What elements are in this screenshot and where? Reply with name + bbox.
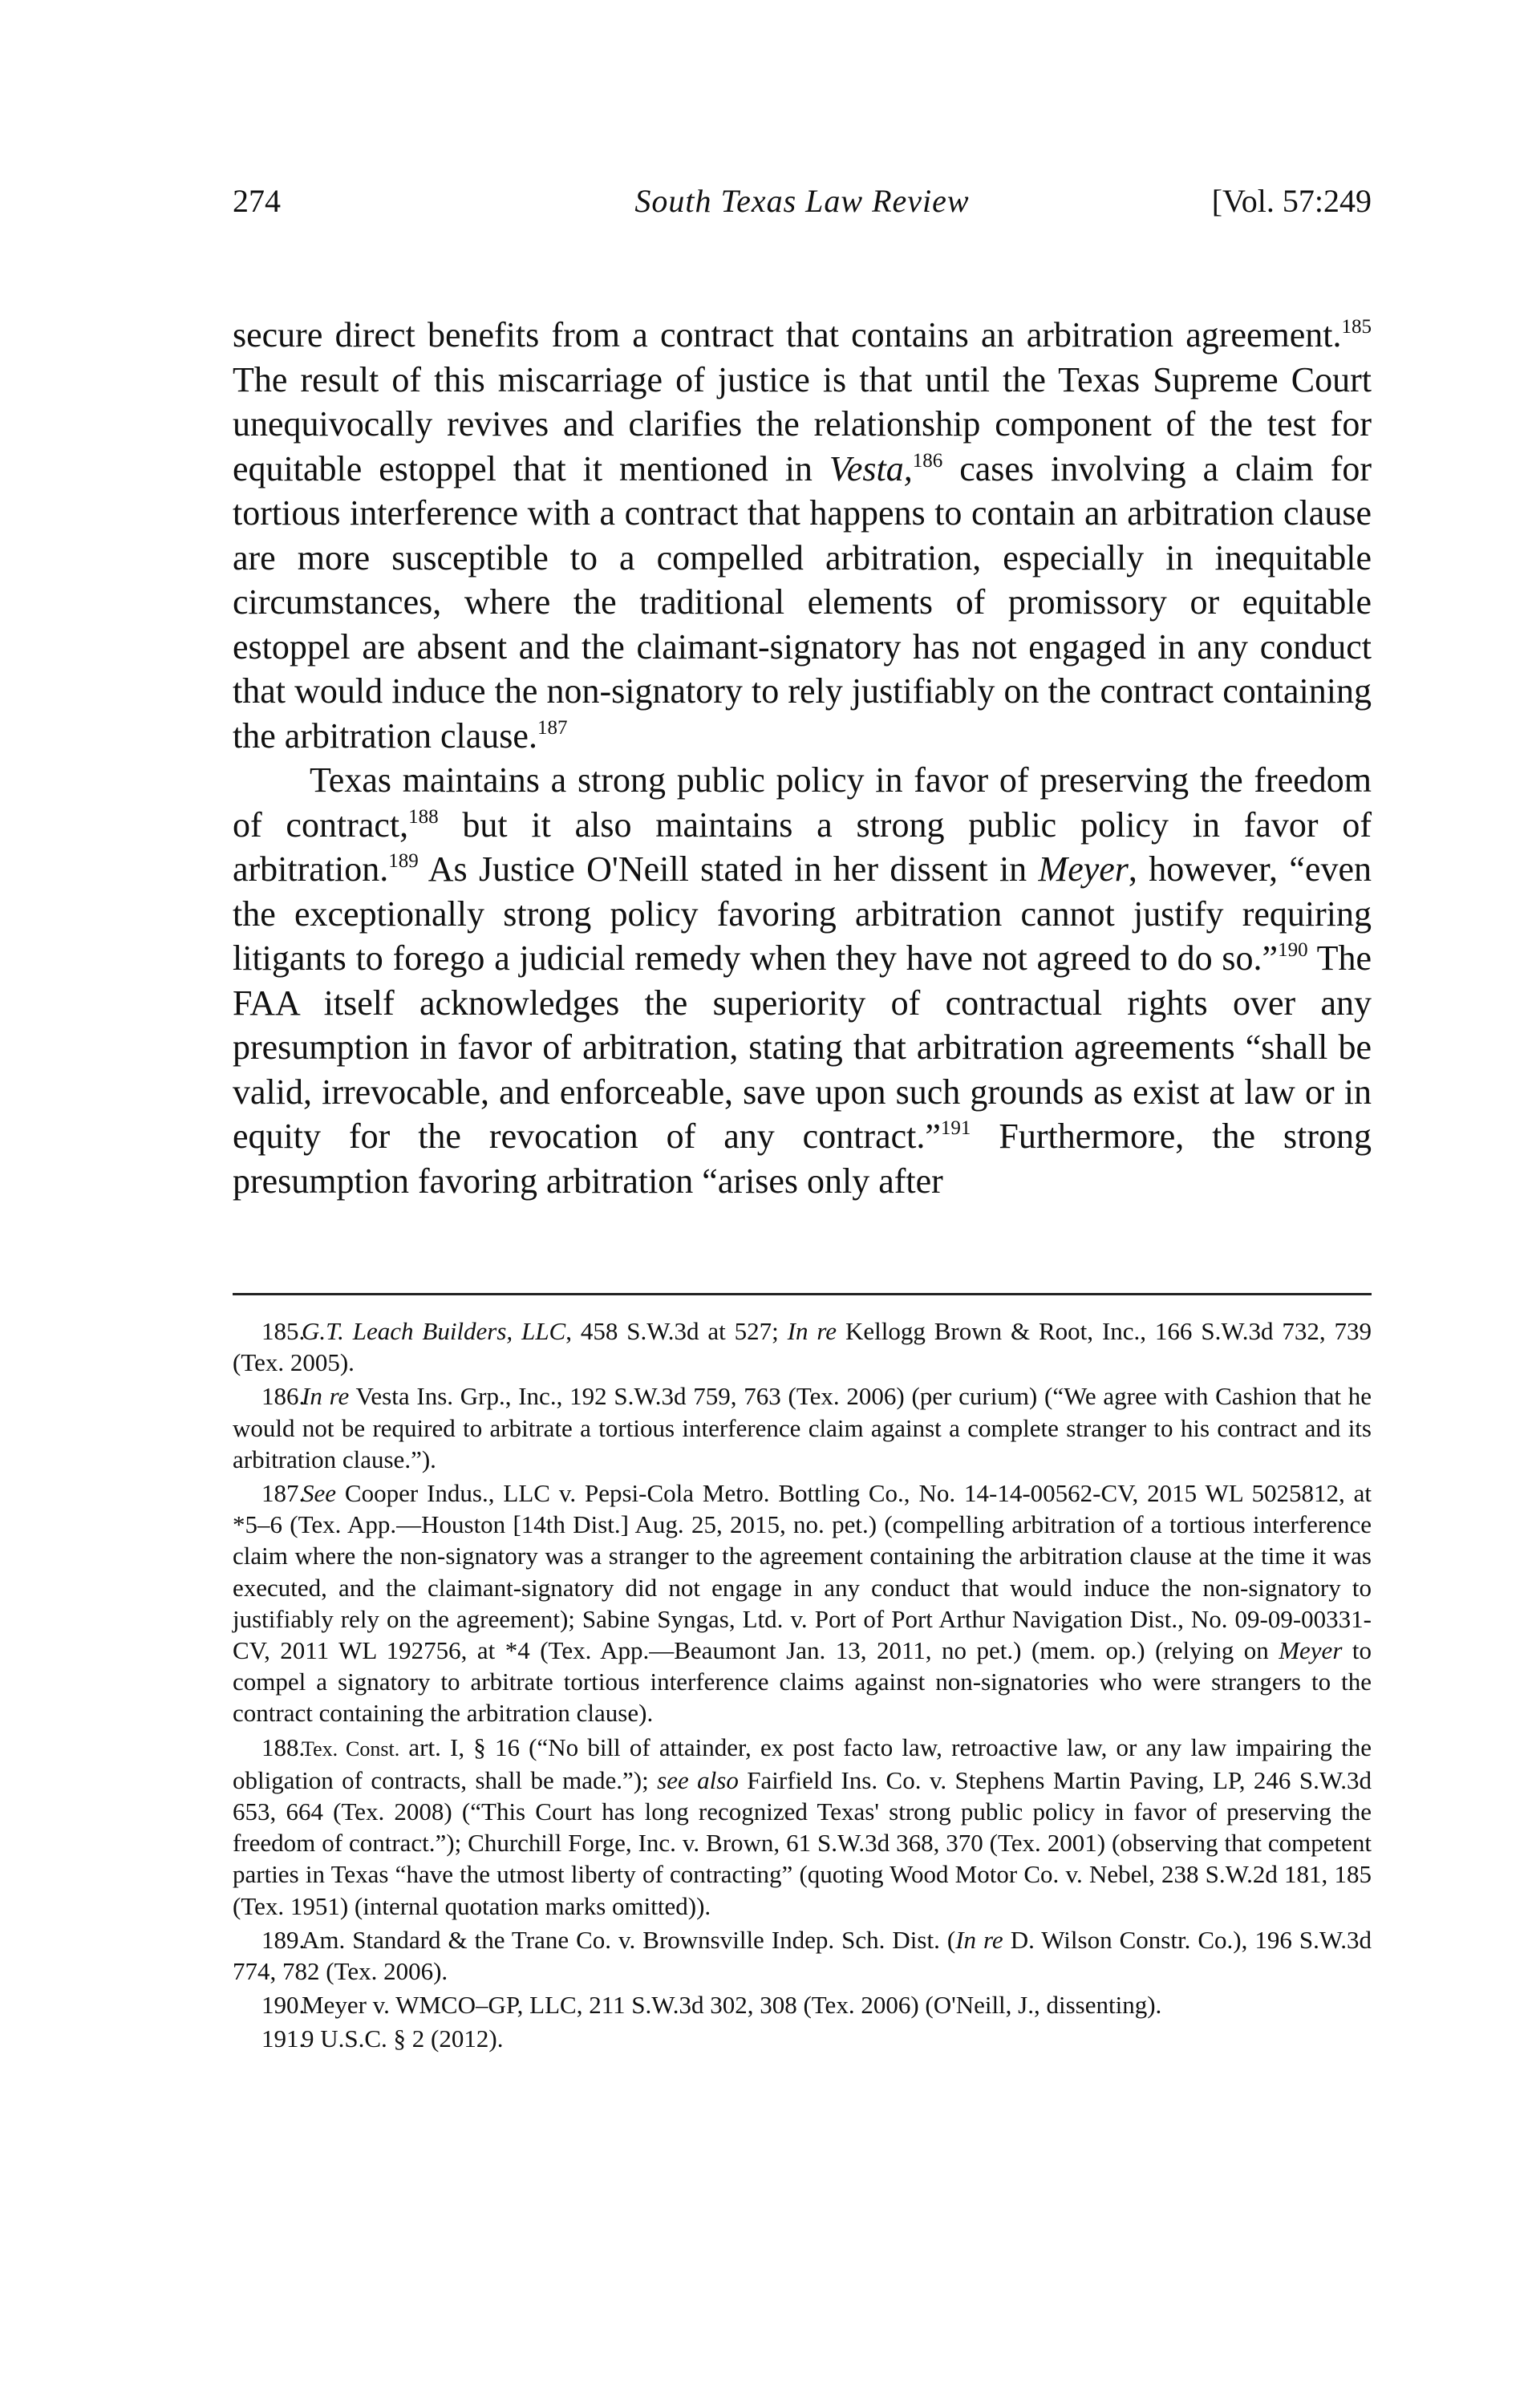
- footnote-number: 190.: [261, 1991, 306, 2020]
- footnote-190: 190.Meyer v. WMCO–GP, LLC, 211 S.W.3d 302, 308 (Tex. 2006) (O'Neill, J., dissenting).: [233, 1989, 1372, 2020]
- footnote-187: 187.See Cooper Indus., LLC v. Pepsi-Cola Metro. Bottling Co., No. 14-14-00562-CV, 2015 WL 5025812, at *5–6 (Tex. App.—Houston [14th Dist.] Aug. 25, 2015, no. pet.) (compelling arbitration of a tortious interference claim where the non-signatory was a stranger to the agreement containing the arbitration clause at the time it was executed, and the claimant-signatory did not engage in any conduct that would induce the non-signatory to justifiably rely on the agreement); Sabine Syngas, Ltd. v. Port of Port Arthur Navigation Dist., No. 09-09-00331-CV, 2011 WL 192756, at *4 (Tex. App.—Beaumont Jan. 13, 2011, no pet.) (mem. op.) (relying on Meyer to compel a signatory to arbitrate tortious interference claims against non-signatories who were strangers to the contract containing the arbitration clause).: [233, 1479, 1372, 1728]
- footnote-185: 185.G.T. Leach Builders, LLC, 458 S.W.3d at 527; In re Kellogg Brown & Root, Inc., 166 S.W.3d 732, 739 (Tex. 2005).: [233, 1317, 1372, 1377]
- footnote-number: 188.: [261, 1732, 306, 1761]
- footnotes-section: [233, 1315, 1372, 2057]
- footnote-ref-187[interactable]: 187: [537, 716, 568, 739]
- footnote-number: 191.: [261, 2024, 306, 2053]
- footnote-number: 189.: [261, 1925, 306, 1954]
- footnote-divider: [233, 1293, 1372, 1295]
- running-header: [233, 181, 1372, 221]
- footnote-ref-186[interactable]: 186: [912, 449, 943, 472]
- footnote-ref-188[interactable]: 188: [408, 805, 439, 828]
- footnote-ref-190[interactable]: 190: [1278, 939, 1308, 961]
- footnote-number: 187.: [261, 1479, 306, 1508]
- case-name-meyer: Meyer: [1038, 849, 1129, 889]
- journal-title: South Texas Law Review: [634, 183, 970, 219]
- paragraph-2: Texas maintains a strong public policy in favor of preserving the freedom of contract,$^{188}$ but it also maintains a strong public policy in favor of arbitration.$^{189}$ As Justice O'Neill stated in her dissent in Meyer, however, “even the exceptionally strong policy favoring arbitration cannot justify requiring litigants to forego a judicial remedy when they have not agreed to do so.”$^{190}$ The FAA itself acknowledges the superiority of contractual rights over any presumption in favor of arbitration, stating that arbitration agreements “shall be valid, irrevocable, and enforceable, save upon such grounds as exist at law or in equity for the revocation of any contract.”$^{191}$ Furthermore, the strong presumption favoring arbitration “arises only after: [233, 760, 1372, 1201]
- page-number: 274: [233, 183, 281, 219]
- footnote-number: 186.: [261, 1382, 306, 1411]
- footnote-191: 191.9 U.S.C. § 2 (2012).: [233, 2023, 1372, 2054]
- footnote-188: 188.Tex. Const. art. I, § 16 (“No bill of attainder, ex post facto law, retroactive law, or any law impairing the obligation of contracts, shall be made.”); see also Fairfield Ins. Co. v. Stephens Martin Paving, LP, 246 S.W.3d 653, 664 (Tex. 2008) (“This Court has long recognized Texas' strong public policy in favor of preserving the freedom of contract.”); Churchill Forge, Inc. v. Brown, 61 S.W.3d 368, 370 (Tex. 2001) (observing that competent parties in Texas “have the utmost liberty of contracting” (quoting Wood Motor Co. v. Nebel, 238 S.W.2d 181, 185 (Tex. 1951) (internal quotation marks omitted)).: [233, 1732, 1372, 1920]
- footnote-186: 186.In re Vesta Ins. Grp., Inc., 192 S.W.3d 759, 763 (Tex. 2006) (per curium) (“We agree with Cashion that he would not be required to arbitrate a tortious interference claim against a complete stranger to his contract and its arbitration clause.”).: [233, 1382, 1372, 1473]
- footnote-ref-189[interactable]: 189: [388, 850, 419, 872]
- paragraph-1: secure direct benefits from a contract that contains an arbitration agreement.$^{185}$ The result of this miscarriage of justice is that until the Texas Supreme Court unequivocally revives and clarifies the relationship component of the test for equitable estoppel that it mentioned in Vesta,$^{186}$ cases involving a claim for tortious interference with a contract that happens to contain an arbitration clause are more susceptible to a compelled arbitration, especially in inequitable circumstances, where the traditional elements of promissory or equitable estoppel are absent and the claimant-signatory has not engaged in any conduct that would induce the non-signatory to rely justifiably on the contract containing the arbitration clause.$^{187}$: [233, 315, 1372, 756]
- case-name-vesta: Vesta,: [829, 448, 913, 488]
- footnote-ref-191[interactable]: 191: [940, 1117, 971, 1139]
- footnote-189: 189.Am. Standard & the Trane Co. v. Brownsville Indep. Sch. Dist. (In re D. Wilson Constr. Co.), 196 S.W.3d 774, 782 (Tex. 2006).: [233, 1925, 1372, 1986]
- footnote-ref-185[interactable]: 185: [1341, 316, 1372, 338]
- body-text: [233, 313, 1372, 1203]
- volume-citation: [Vol. 57:249: [1211, 183, 1372, 219]
- footnote-number: 185.: [261, 1317, 306, 1345]
